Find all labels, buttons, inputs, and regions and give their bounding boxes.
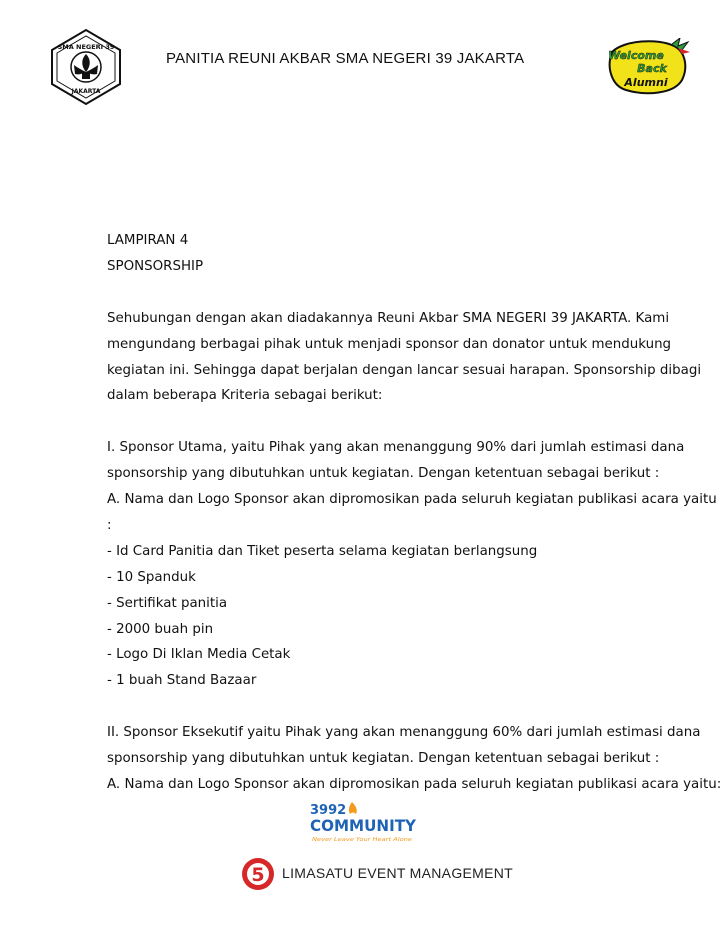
page-footer (0, 796, 728, 943)
main-sponsor-line: sponsorship yang dibutuhkan untuk kegiatan. Dengan ketentuan sebagai berikut : (107, 466, 660, 482)
benefit-list-item: - Sertifikat panitia (107, 595, 228, 611)
event-logo-line-2: Back (637, 62, 667, 75)
intro-line: dalam beberapa Kriteria sebagai berikut: (107, 388, 383, 404)
benefit-list-item: - 10 Spanduk (107, 569, 196, 585)
limasatu-logo-number: 5 (251, 864, 265, 886)
executive-sponsor-line: sponsorship yang dibutuhkan untuk kegiatan. Dengan ketentuan sebagai berikut : (107, 751, 660, 767)
intro-line: Sehubungan dengan akan diadakannya Reuni Akbar SMA NEGERI 39 JAKARTA. Kami (107, 310, 670, 326)
intro-line: mengundang berbagai pihak untuk menjadi sponsor dan donator untuk mendukung (107, 336, 672, 352)
header-title: PANITIA REUNI AKBAR SMA NEGERI 39 JAKARTA (166, 50, 525, 67)
community-tagline: Never Leave Your Heart Alone (312, 837, 413, 843)
attachment-label: LAMPIRAN 4 (107, 233, 189, 248)
seal-bottom-text: JAKARTA (71, 88, 101, 95)
document-body (107, 228, 722, 798)
blank-line (107, 694, 687, 720)
section-title: SPONSORSHIP (107, 258, 204, 274)
intro-line: kegiatan ini. Sehingga dapat berjalan dengan lancar sesuai harapan. Sponsorship dibagi (107, 362, 702, 378)
main-sponsor-line: A. Nama dan Logo Sponsor akan dipromosikan pada seluruh kegiatan publikasi acara yaitu (107, 492, 717, 508)
seal-top-text: SMA NEGERI 39 (57, 43, 115, 51)
event-logo-line-3: Alumni (624, 76, 668, 89)
school-seal-logo (48, 28, 124, 106)
main-sponsor-line: I. Sponsor Utama, yaitu Pihak yang akan menanggung 90% dari jumlah estimasi dana (107, 440, 685, 456)
limasatu-logo-icon (240, 856, 276, 892)
blank-line (107, 280, 687, 306)
community-logo (308, 800, 420, 844)
welcome-back-alumni-logo (606, 38, 692, 96)
main-sponsor-line: : (107, 517, 112, 533)
benefit-list-item: - 1 buah Stand Bazaar (107, 673, 257, 689)
organizer-name: LIMASATU EVENT MANAGEMENT (282, 865, 514, 881)
event-logo-line-1: Welcome (608, 49, 664, 62)
organizer-branding (240, 856, 514, 892)
benefit-list-item: - 2000 buah pin (107, 621, 214, 637)
executive-sponsor-line: A. Nama dan Logo Sponsor akan dipromosikan pada seluruh kegiatan publikasi acara yaitu: (107, 776, 722, 792)
benefit-list-item: - Id Card Panitia dan Tiket peserta selama kegiatan berlangsung (107, 543, 538, 559)
community-number: 3992 (310, 803, 347, 818)
blank-line (107, 409, 687, 435)
benefit-list-item: - Logo Di Iklan Media Cetak (107, 647, 291, 663)
page-header (0, 0, 728, 120)
community-word: COMMUNITY (310, 816, 417, 835)
executive-sponsor-line: II. Sponsor Eksekutif yaitu Pihak yang akan menanggung 60% dari jumlah estimasi dana (107, 725, 701, 741)
